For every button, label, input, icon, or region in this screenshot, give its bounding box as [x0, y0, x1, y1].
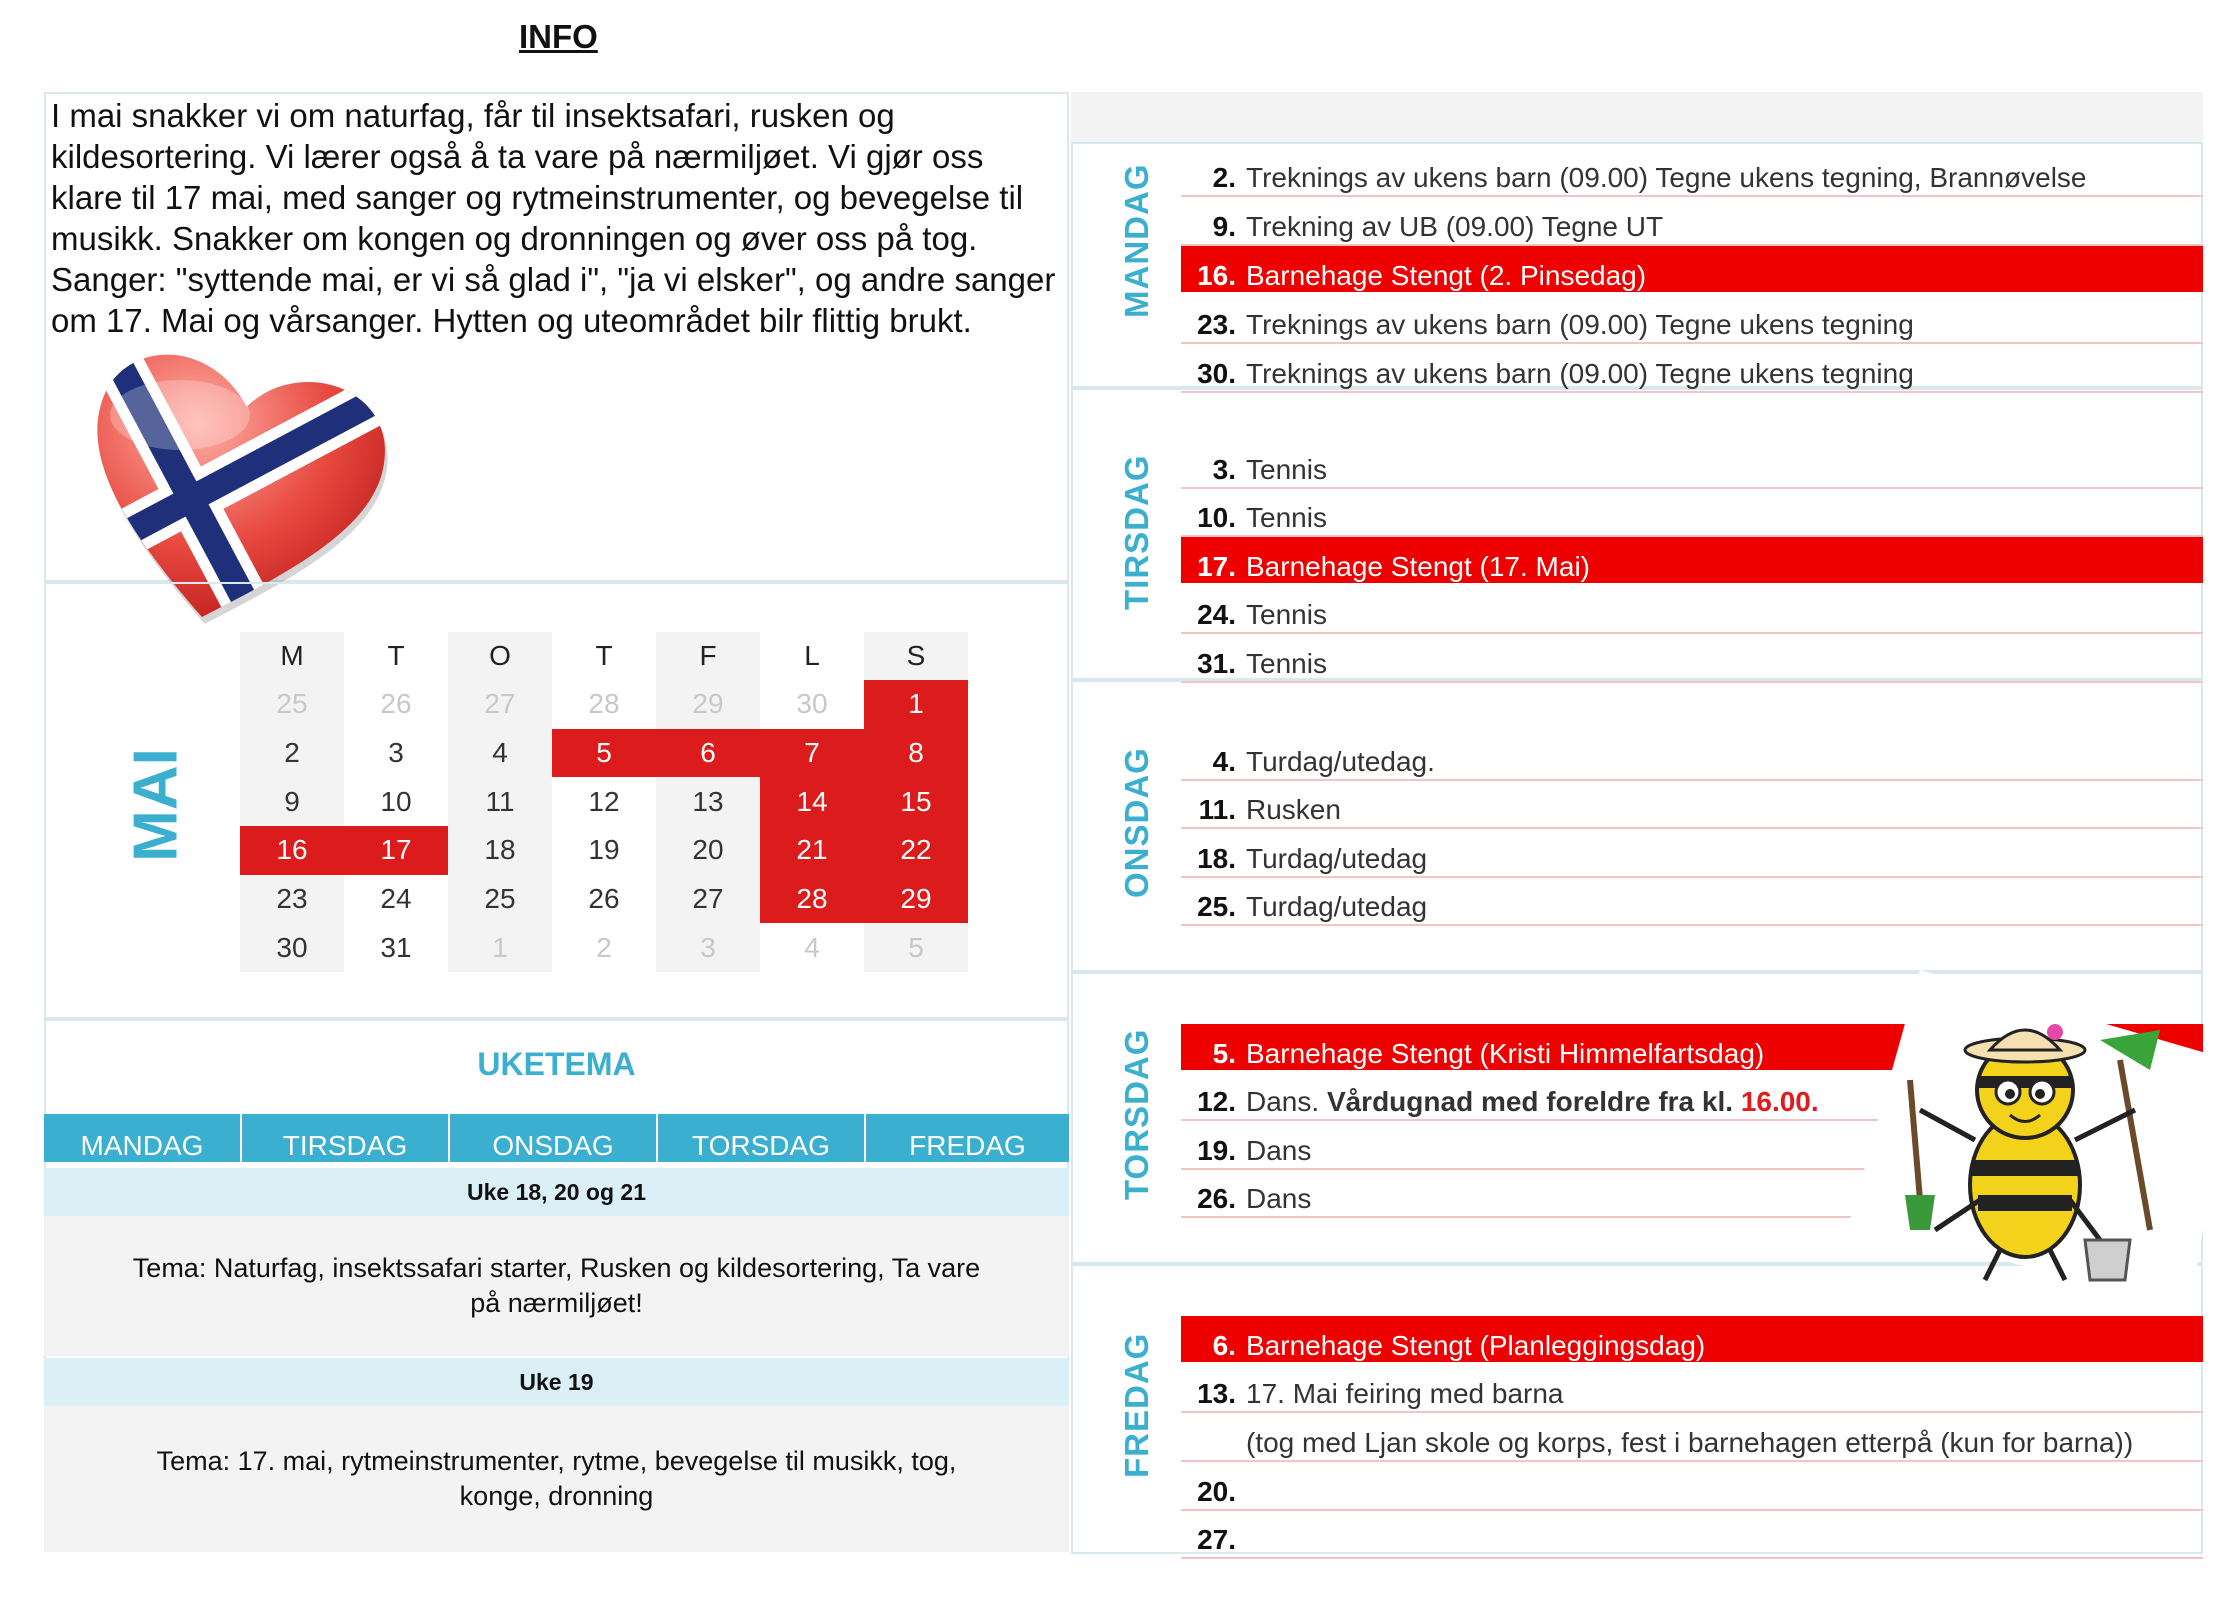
calendar-weekday-header: S	[906, 640, 926, 671]
schedule-date: 31.	[1197, 648, 1236, 679]
schedule-text: Tennis	[1246, 648, 1327, 679]
schedule-row-fredag	[1181, 1364, 2203, 1410]
schedule-date: 17.	[1197, 551, 1236, 582]
schedule-row-mandag	[1181, 246, 2203, 292]
info-text: I mai snakker vi om naturfag, får til insektsafari, rusken og kildesortering. Vi lærer også å ta vare på nærmiljøet. Vi gjør oss klare til 17 mai, med sanger og rytmeinstrumenter, og bevegelse til musikk. Snakker om kongen og dronningen og øver oss på tog. Sanger: "syttende mai, er vi så glad i", "ja vi elsker", og andre sanger om 17. Mai og vårsanger. Hytten og uteområdet bilr flittig brukt.	[51, 97, 1056, 339]
schedule-text-bold: Vårdugnad med foreldre fra kl.	[1326, 1086, 1741, 1117]
calendar-day: 25	[276, 688, 308, 720]
calendar-day: 5	[552, 729, 656, 778]
schedule-text: Tennis	[1246, 599, 1327, 630]
schedule-text: Barnehage Stengt (17. Mai)	[1246, 551, 1590, 582]
schedule-row-tirsdag	[1181, 488, 2203, 534]
schedule-date: 2.	[1212, 162, 1236, 193]
calendar-day: 10	[380, 785, 412, 817]
calendar-day: 17	[344, 826, 448, 875]
schedule-date: 18.	[1197, 843, 1236, 874]
schedule-date: 6.	[1212, 1330, 1236, 1361]
bee-gardener-image	[1850, 970, 2230, 1310]
schedule-row-fredag	[1181, 1510, 2203, 1556]
schedule-date: 9.	[1212, 211, 1236, 242]
row-divider	[1181, 681, 2203, 683]
day-section-onsdag	[1071, 680, 2203, 972]
calendar-weekday-header: F	[699, 640, 717, 671]
schedule-text: Turdag/utedag	[1246, 843, 1428, 874]
day-label-mandag: MANDAG	[1118, 163, 1155, 318]
schedule-text: Barnehage Stengt (Kristi Himmelfartsdag)	[1246, 1038, 1765, 1069]
calendar-day: 27	[484, 688, 516, 720]
calendar-day: 16	[240, 826, 344, 875]
svg-text:MAI: MAI	[121, 748, 190, 862]
schedule-row-fredag	[1181, 1413, 2203, 1459]
uketema-day-header: TORSDAG	[658, 1114, 864, 1162]
calendar-day: 5	[908, 931, 924, 963]
day-label-onsdag: ONSDAG	[1118, 747, 1155, 898]
schedule-text: Barnehage Stengt (2. Pinsedag)	[1246, 260, 1647, 291]
calendar-day: 2	[596, 931, 612, 963]
calendar-day: 19	[588, 834, 620, 866]
schedule-header-band	[1071, 92, 2203, 142]
row-divider	[1181, 924, 2203, 926]
schedule-date: 16.	[1197, 260, 1236, 291]
schedule-date: 23.	[1197, 309, 1236, 340]
calendar-day: 1	[492, 931, 508, 963]
schedule-text: Turdag/utedag.	[1246, 746, 1435, 777]
calendar-day: 24	[380, 883, 412, 915]
calendar-day: 2	[284, 737, 300, 769]
day-label-torsdag: TORSDAG	[1118, 1028, 1155, 1200]
schedule-row-fredag	[1181, 1462, 2203, 1508]
schedule-text: Treknings av ukens barn (09.00) Tegne ukens tegning	[1246, 358, 1914, 389]
calendar-weekday-header: T	[595, 640, 613, 671]
week-range-label: Uke 18, 20 og 21	[44, 1168, 1069, 1216]
calendar-day: 26	[588, 883, 620, 915]
schedule-text: (tog med Ljan skole og korps, fest i barnehagen etterpå (kun for barna))	[1246, 1427, 2134, 1458]
calendar-day: 3	[388, 737, 404, 769]
calendar-day: 30	[276, 931, 308, 963]
schedule-date: 20.	[1197, 1476, 1236, 1507]
calendar-day: 20	[692, 834, 724, 866]
day-label-tirsdag: TIRSDAG	[1118, 454, 1155, 610]
calendar-day: 13	[692, 785, 724, 817]
schedule-row-onsdag	[1181, 829, 2203, 875]
calendar-day: 6	[656, 729, 760, 778]
schedule-text: Barnehage Stengt (Planleggingsdag)	[1246, 1330, 1706, 1361]
schedule-date: 10.	[1197, 502, 1236, 533]
schedule-text: Dans	[1246, 1135, 1312, 1166]
schedule-date: 11.	[1198, 794, 1236, 825]
schedule-date: 26.	[1197, 1183, 1236, 1214]
schedule-text-part: Dans.	[1246, 1086, 1327, 1117]
calendar-day: 29	[864, 875, 968, 924]
schedule-text: Tennis	[1246, 454, 1327, 485]
schedule-text: Dans	[1246, 1183, 1312, 1214]
schedule-date: 4.	[1212, 746, 1236, 777]
calendar-day: 3	[700, 931, 716, 963]
uketema-day-header: FREDAG	[866, 1114, 1069, 1162]
calendar-day: 14	[760, 777, 864, 826]
calendar-day: 18	[484, 834, 516, 866]
calendar-day: 12	[588, 785, 620, 817]
schedule-row-tirsdag	[1181, 440, 2203, 486]
schedule-date: 25.	[1197, 891, 1236, 922]
schedule-row-tirsdag	[1181, 634, 2203, 680]
schedule-text: Treknings av ukens barn (09.00) Tegne ukens tegning, Brannøvelse	[1246, 162, 2087, 193]
calendar-day: 29	[692, 688, 724, 720]
calendar-day: 23	[276, 883, 308, 915]
calendar-day: 8	[864, 729, 968, 778]
uketema-day-header: ONSDAG	[450, 1114, 656, 1162]
schedule-text: Tennis	[1246, 502, 1327, 533]
calendar-day: 28	[760, 875, 864, 924]
schedule-date: 24.	[1197, 599, 1236, 630]
schedule-row-tirsdag	[1181, 537, 2203, 583]
schedule-date: 19.	[1197, 1135, 1236, 1166]
schedule-row-onsdag	[1181, 877, 2203, 923]
schedule-text: Turdag/utedag	[1246, 891, 1428, 922]
schedule-row-fredag	[1181, 1316, 2203, 1362]
schedule-text	[1236, 1086, 1819, 1118]
schedule-row-mandag	[1181, 344, 2203, 390]
schedule-row-onsdag	[1181, 780, 2203, 826]
calendar-day: 28	[588, 688, 620, 720]
calendar-day: 7	[760, 729, 864, 778]
calendar-day: 21	[760, 826, 864, 875]
calendar-day: 9	[284, 785, 300, 817]
schedule-date: 30.	[1197, 358, 1236, 389]
uketema-day-header: TIRSDAG	[242, 1114, 448, 1162]
calendar-weekday-header: M	[280, 640, 304, 671]
schedule-row-onsdag	[1181, 732, 2203, 778]
schedule-date: 13.	[1197, 1378, 1236, 1409]
month-label	[100, 740, 190, 870]
schedule-text: Treknings av ukens barn (09.00) Tegne ukens tegning	[1246, 309, 1914, 340]
schedule-date: 27.	[1197, 1524, 1236, 1555]
calendar-day: 11	[485, 785, 515, 817]
day-label-fredag: FREDAG	[1118, 1332, 1155, 1478]
calendar-day: 4	[804, 931, 820, 963]
calendar-day: 22	[864, 826, 968, 875]
calendar-day: 31	[380, 931, 412, 963]
uketema-day-header: MANDAG	[44, 1114, 240, 1162]
calendar-weekday-header: O	[489, 640, 511, 671]
row-divider	[1181, 1557, 2203, 1559]
calendar-day: 1	[864, 680, 968, 729]
calendar-weekday-header: T	[387, 640, 405, 671]
theme-text: Tema: Naturfag, insektssafari starter, Rusken og kildesortering, Ta vare på nærmiljøet!	[44, 1216, 1069, 1356]
schedule-row-tirsdag	[1181, 585, 2203, 631]
schedule-date: 5.	[1212, 1038, 1236, 1069]
schedule-text: Trekning av UB (09.00) Tegne UT	[1246, 211, 1664, 242]
calendar-weekday-header: L	[804, 640, 820, 671]
week-range-label: Uke 19	[44, 1358, 1069, 1406]
schedule-text: 17. Mai feiring med barna	[1246, 1378, 1564, 1409]
schedule-date: 3.	[1212, 454, 1236, 485]
calendar-day: 27	[692, 883, 724, 915]
calendar-day: 4	[492, 737, 508, 769]
schedule-row-mandag	[1181, 148, 2203, 194]
schedule-text: Rusken	[1246, 794, 1341, 825]
theme-text: Tema: 17. mai, rytmeinstrumenter, rytme, bevegelse til musikk, tog, konge, dronning	[44, 1406, 1069, 1552]
schedule-row-mandag	[1181, 295, 2203, 341]
uketema-title: UKETEMA	[477, 1046, 636, 1082]
schedule-time-highlight: 16.00.	[1740, 1086, 1819, 1117]
calendar-day: 25	[484, 883, 516, 915]
schedule-date: 12.	[1197, 1086, 1236, 1117]
calendar-day: 15	[864, 777, 968, 826]
schedule-row-mandag	[1181, 197, 2203, 243]
info-title: INFO	[519, 18, 598, 55]
calendar-day: 26	[380, 688, 412, 720]
calendar-day: 30	[796, 688, 828, 720]
row-divider	[1181, 391, 2203, 393]
